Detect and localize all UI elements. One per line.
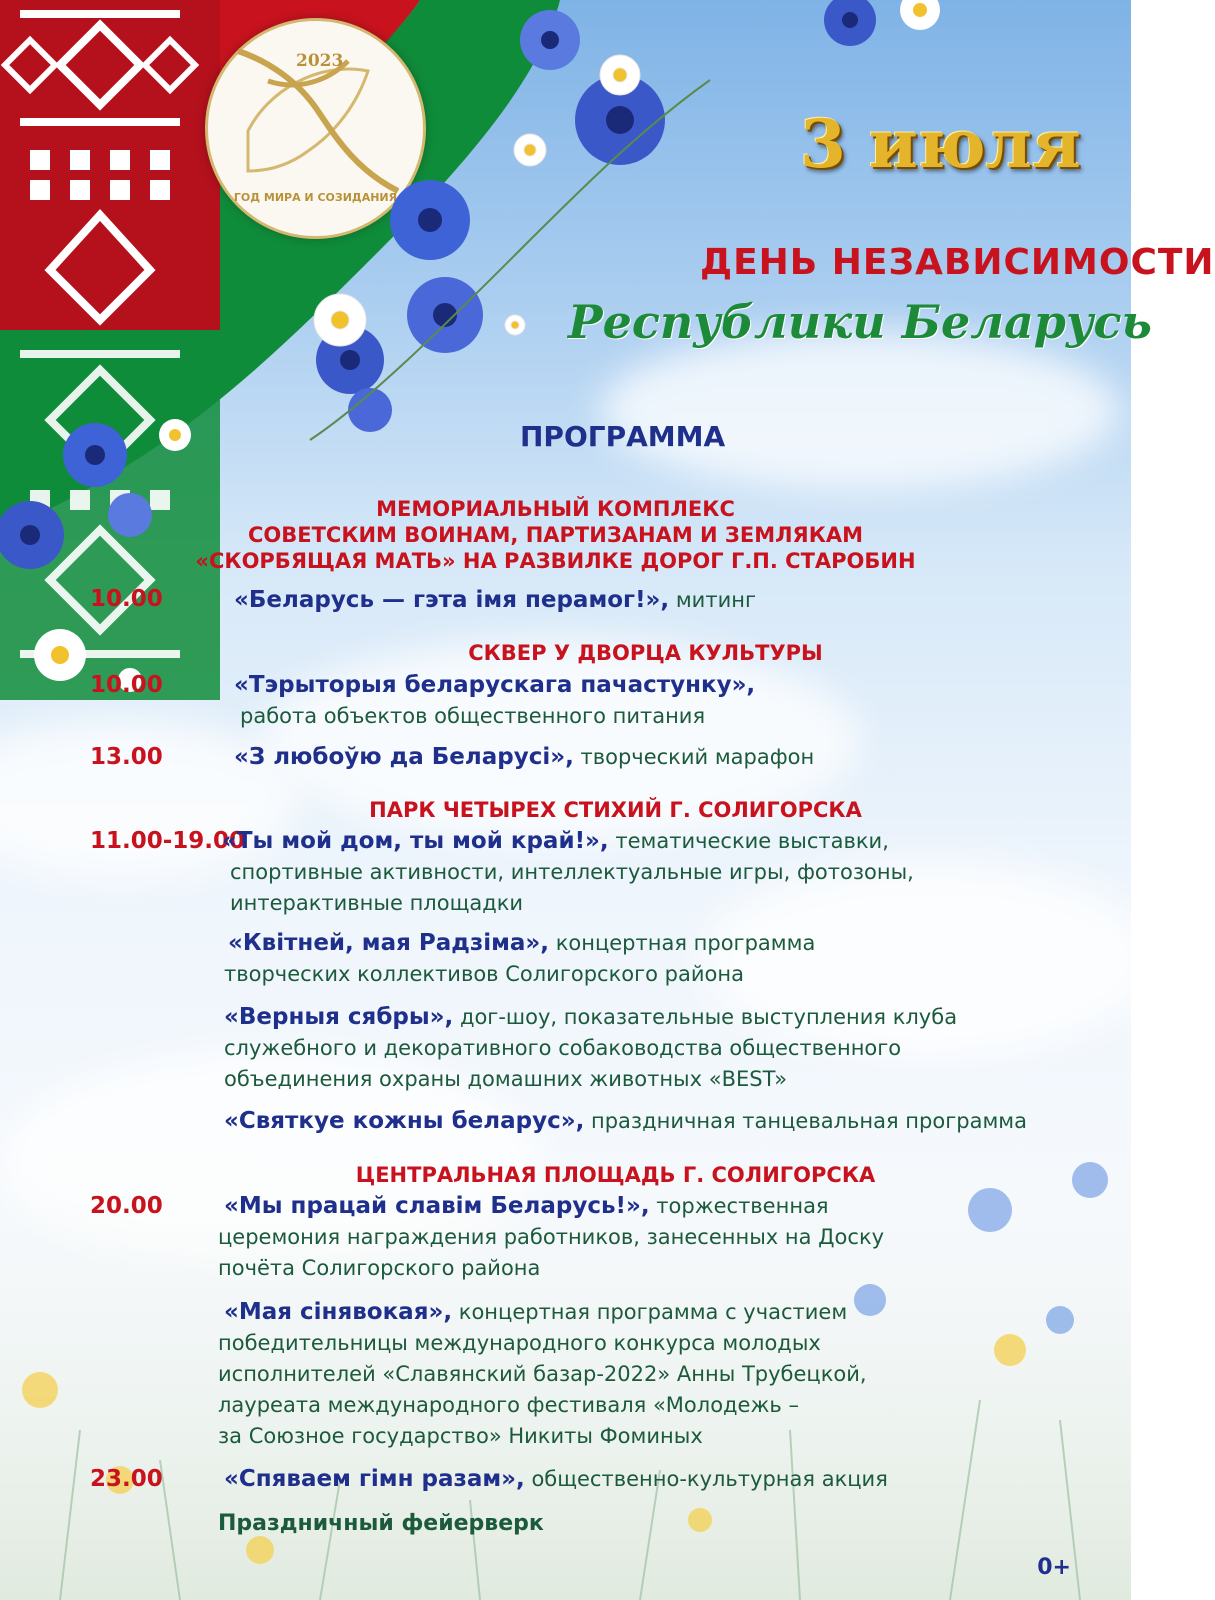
venue-line: «СКОРБЯЩАЯ МАТЬ» НА РАЗВИЛКЕ ДОРОГ Г.П. СТАРОБИН [195, 549, 916, 573]
event-time: 20.00 [90, 1193, 163, 1219]
event-description: концертная программа [555, 931, 816, 955]
event-time: 10.00 [90, 672, 163, 698]
event-item [218, 1297, 867, 1452]
event-title: «Ты мой дом, ты мой край!», [222, 828, 609, 854]
event-item [218, 1191, 885, 1284]
age-rating-badge: 0+ [1037, 1555, 1071, 1580]
event-date: 3 июля [800, 105, 1081, 183]
emblem-motto: ГОД МИРА И СОЗИДАНИЯ [233, 191, 398, 204]
event-title: «Спяваем гімн разам», [224, 1466, 525, 1492]
event-description: дог-шоу, показательные выступления клуба [459, 1005, 958, 1029]
event-description: за Союзное государство» Никиты Фоминых [218, 1424, 703, 1448]
event-title: «Мы працай славім Беларусь!», [224, 1193, 650, 1219]
venue-heading [0, 496, 1121, 574]
venue-line: ПАРК ЧЕТЫРЕХ СТИХИЙ Г. СОЛИГОРСКА [369, 798, 862, 822]
event-title: «Святкуе кожны беларус», [224, 1108, 585, 1134]
flower-corner [810, 0, 1130, 120]
event-time: 23.00 [90, 1466, 163, 1492]
event-description: творческих коллективов Солигорского района [224, 962, 744, 986]
event-item [224, 1002, 957, 1095]
venue-line: МЕМОРИАЛЬНЫЙ КОМПЛЕКС [376, 497, 735, 521]
event-description: почёта Солигорского района [218, 1256, 541, 1280]
event-description: победительницы международного конкурса молодых [218, 1331, 821, 1355]
holiday-title: ДЕНЬ НЕЗАВИСИМОСТИ [700, 242, 1215, 283]
event-description: служебного и декоративного собаководства общественного [224, 1036, 902, 1060]
event-title: «Верныя сябры», [224, 1004, 454, 1030]
event-item [234, 670, 755, 732]
event-item [224, 1464, 888, 1495]
event-item [222, 826, 914, 919]
event-title: «Тэрыторыя беларускага пачастунку», [234, 672, 756, 698]
venue-heading [50, 797, 1181, 823]
venue-line: СОВЕТСКИМ ВОИНАМ, ПАРТИЗАНАМ И ЗЕМЛЯКАМ [247, 523, 864, 547]
event-description: спортивные активности, интеллектуальные игры, фотозоны, [230, 860, 914, 884]
holiday-subtitle: Республики Беларусь [568, 295, 1152, 349]
event-description: работа объектов общественного питания [240, 704, 706, 728]
event-description: исполнителей «Славянский базар-2022» Анны Трубецкой, [218, 1362, 867, 1386]
event-description: концертная программа с участием [458, 1300, 848, 1324]
event-item [224, 928, 816, 990]
event-description: митинг [675, 588, 756, 612]
event-time: 11.00-19.00 [90, 828, 246, 854]
event-description: лауреата международного фестиваля «Молодежь – [218, 1393, 799, 1417]
event-description: Праздничный фейерверк [218, 1511, 544, 1536]
program-heading: ПРОГРАММА [520, 420, 726, 453]
event-item [234, 742, 814, 773]
event-title: «З любоўю да Беларусі», [234, 744, 574, 770]
event-title: «Мая сінявокая», [224, 1299, 453, 1325]
event-description: интерактивные площадки [230, 891, 524, 915]
event-title: «Квітней, мая Радзіма», [228, 930, 549, 956]
event-item [224, 1106, 1027, 1137]
event-description: торжественная [656, 1194, 829, 1218]
event-description: общественно-культурная акция [531, 1467, 888, 1491]
venue-line: СКВЕР У ДВОРЦА КУЛЬТУРЫ [468, 641, 823, 665]
event-description: объединения охраны домашних животных «BEST» [224, 1067, 788, 1091]
fireworks-item [218, 1508, 544, 1539]
event-description: тематические выставки, [615, 829, 889, 853]
event-description: творческий марафон [580, 745, 815, 769]
venue-heading [50, 1162, 1181, 1188]
event-title: «Беларусь — гэта імя перамог!», [234, 587, 670, 613]
flower-garland [290, 0, 810, 480]
event-time: 10.00 [90, 586, 163, 612]
event-description: церемония награждения работников, занесенных на Доску [218, 1225, 885, 1249]
venue-line: ЦЕНТРАЛЬНАЯ ПЛОЩАДЬ Г. СОЛИГОРСКА [355, 1163, 876, 1187]
emblem-year: 2023 [296, 51, 344, 71]
event-item [234, 585, 756, 616]
event-time: 13.00 [90, 744, 163, 770]
event-description: праздничная танцевальная программа [591, 1109, 1027, 1133]
venue-heading [80, 640, 1211, 666]
